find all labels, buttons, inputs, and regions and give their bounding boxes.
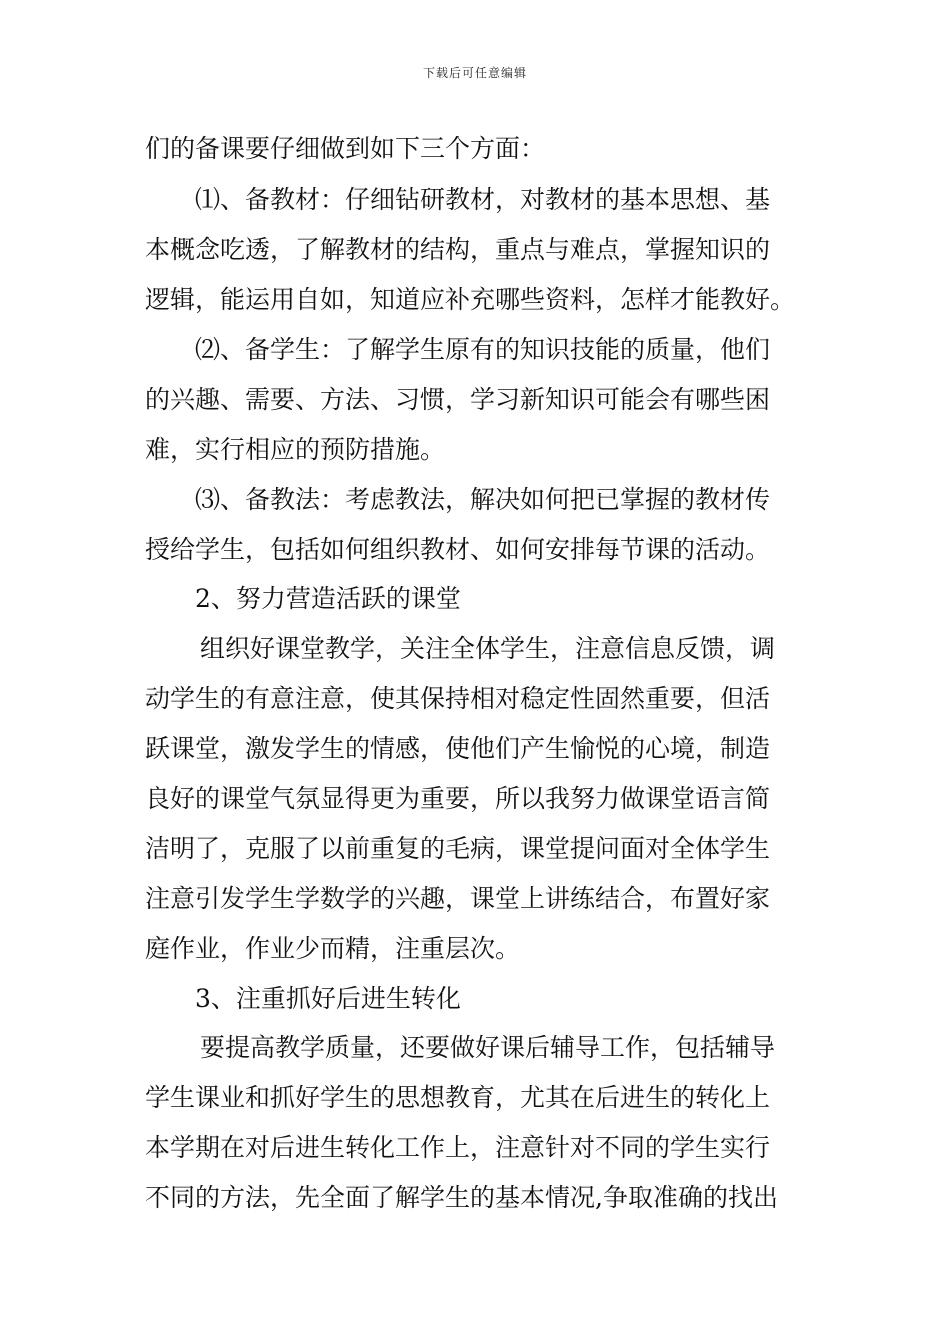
text-line: 授给学生，包括如何组织教材、如何安排每节课的活动。 [145, 535, 771, 564]
text-line: 跃课堂，激发学生的情感，使他们产生愉悦的心境，制造 [145, 734, 771, 763]
text-line: 动学生的有意注意，使其保持相对稳定性固然重要，但活 [145, 684, 771, 713]
text-line: 庭作业，作业少而精，注重层次。 [145, 934, 521, 963]
section-heading: 3、注重抓好后进生转化 [195, 984, 461, 1013]
text-line: ⑶、备教法：考虑教法，解决如何把已掌握的教材传 [195, 485, 771, 514]
text-line: 本概念吃透，了解教材的结构，重点与难点，掌握知识的 [145, 235, 771, 264]
text-line: 们的备课要仔细做到如下三个方面： [145, 134, 546, 163]
section-heading: 2、努力营造活跃的课堂 [195, 584, 461, 613]
text-line: 不同的方法，先全面了解学生的基本情况,争取准确的找出 [145, 1183, 778, 1212]
text-line: 逻辑，能运用自如，知道应补充哪些资料，怎样才能教好。 [145, 285, 796, 314]
text-line: 组织好课堂教学，关注全体学生，注意信息反馈，调 [200, 634, 776, 663]
text-line: 本学期在对后进生转化工作上，注意针对不同的学生实行 [145, 1133, 771, 1162]
page-header: 下载后可任意编辑 [422, 66, 527, 80]
text-line: ⑴、备教材：仔细钻研教材，对教材的基本思想、基 [195, 185, 771, 214]
text-line: 的兴趣、需要、方法、习惯，学习新知识可能会有哪些困 [145, 385, 771, 414]
text-line: 难，实行相应的预防措施。 [145, 435, 446, 464]
text-line: 良好的课堂气氛显得更为重要，所以我努力做课堂语言简 [145, 784, 771, 813]
text-line: 学生课业和抓好学生的思想教育，尤其在后进生的转化上 [145, 1083, 771, 1112]
text-line: ⑵、备学生：了解学生原有的知识技能的质量，他们 [195, 335, 771, 364]
text-line: 洁明了，克服了以前重复的毛病，课堂提问面对全体学生 [145, 834, 771, 863]
text-line: 注意引发学生学数学的兴趣，课堂上讲练结合，布置好家 [145, 884, 771, 913]
text-line: 要提高教学质量，还要做好课后辅导工作，包括辅导 [200, 1033, 776, 1062]
